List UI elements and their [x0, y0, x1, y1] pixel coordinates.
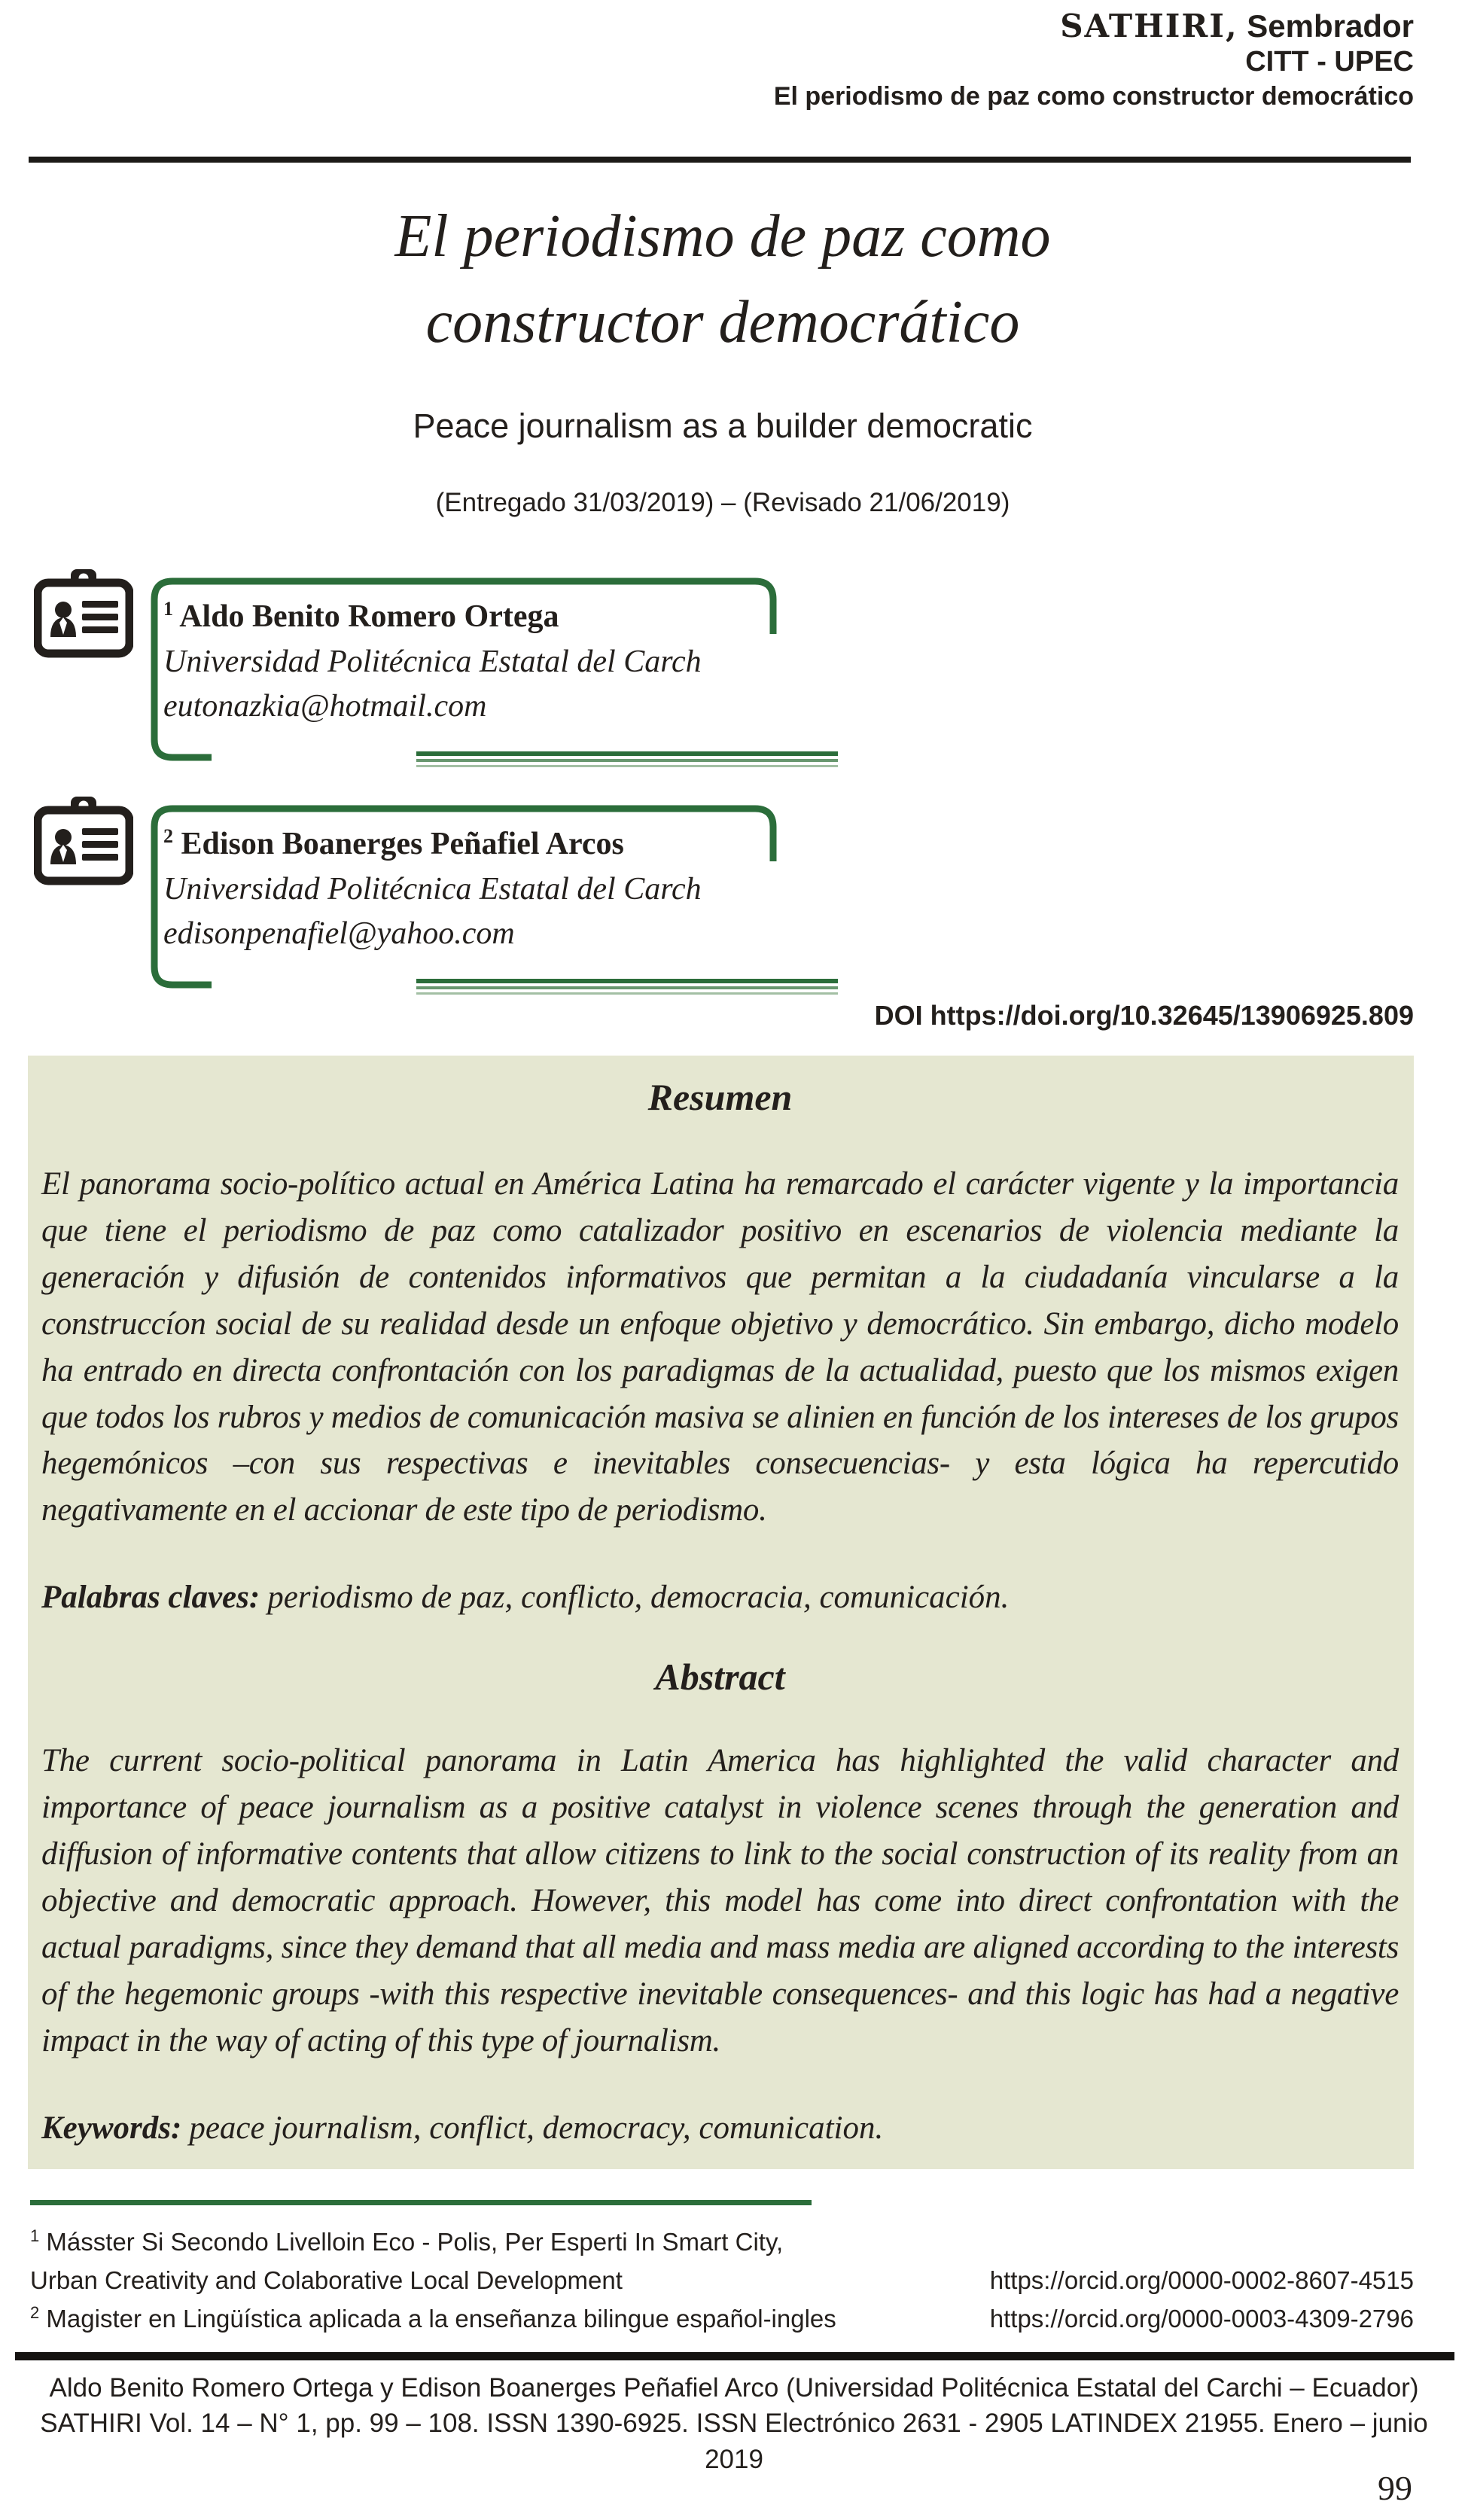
orcid-link-1[interactable]: https://orcid.org/0000-0002-8607-4515 [989, 2266, 1414, 2295]
author-2-email[interactable]: edisonpenafiel@yahoo.com [163, 916, 515, 952]
footnote-1-line2: Urban Creativity and Colaborative Local Development https://orcid.org/0000-0002-8607-4515 [30, 2261, 1414, 2299]
palabras-claves-label: Palabras claves: [41, 1580, 260, 1616]
author-1-superscript: 1 [163, 598, 173, 620]
article-title-english: Peace journalism as a builder democratic [413, 407, 1033, 445]
article-title [0, 194, 1445, 365]
footer-divider [15, 2352, 1454, 2360]
id-card-icon [34, 569, 133, 658]
header-divider [29, 157, 1411, 163]
decorative-line [416, 986, 838, 989]
author-2-affiliation: Universidad Politécnica Estatal del Carch [163, 871, 702, 907]
footnote-2-text: $^2$ Magister en Lingüística aplicada a la enseñanza bilingue español-ingles [30, 2303, 836, 2333]
author-2-superscript: 2 [163, 825, 173, 847]
decorative-line [416, 992, 838, 995]
keywords-line [41, 2110, 1399, 2147]
author-1-email[interactable]: eutonazkia@hotmail.com [163, 689, 487, 724]
decorative-line [416, 759, 838, 762]
footnote-1-line1: $^1$ Másster Si Secondo Livelloin Eco - Polis, Per Esperti In Smart City, [30, 2226, 784, 2256]
footnote-separator [30, 2200, 812, 2205]
journal-title [301, 8, 1414, 45]
journal-name: SATHIRI, [1060, 8, 1238, 44]
abstract-body: The current socio-political panorama in Latin America has highlighted the valid character and importance of peace journalism as a positive catalyst in violence scenes through the generation and diffusion of informative contents that allow citizens to link to the social construction of its reality from an objective and democratic approach. However, this model has come into direct confrontation with the actual paradigms, since they demand that all media and mass media are aligned according to the interests of the hegemonic groups -with this respective inevitable consequences- and this logic has had a negative impact in the way of acting of this type of journalism. [41, 1743, 1399, 2058]
keywords-text: peace journalism, conflict, democracy, comunication. [189, 2110, 884, 2146]
palabras-claves-line [41, 1579, 1399, 1616]
decorative-lines [416, 979, 838, 995]
running-title: El periodismo de paz como constructor democrático [773, 82, 1414, 111]
orcid-link-2[interactable]: https://orcid.org/0000-0003-4309-2796 [989, 2305, 1414, 2333]
institution-label: CITT - UPEC [1245, 45, 1414, 78]
id-card-icon [34, 797, 133, 885]
author-2-info [163, 822, 702, 957]
doi-link[interactable]: DOI https://doi.org/10.32645/13906925.809 [874, 1000, 1414, 1031]
footnotes [30, 2223, 1414, 2338]
decorative-line [416, 765, 838, 767]
submission-dates: (Entregado 31/03/2019) – (Revisado 21/06/2019) [435, 488, 1010, 517]
author-1-name: $^1$ Aldo Benito Romero Ortega [163, 598, 559, 634]
keywords-label: Keywords: [41, 2110, 182, 2146]
masthead [301, 8, 1414, 111]
journal-tagline: Sembrador [1238, 8, 1414, 44]
page-number: 99 [1378, 2469, 1412, 2507]
resumen-heading: Resumen [647, 1076, 793, 1118]
author-2-name: $^2$ Edison Boanerges Peñafiel Arcos [163, 825, 624, 861]
article-title-line1: El periodismo de paz como [394, 203, 1051, 270]
decorative-line [416, 751, 838, 756]
footer-citation: Aldo Benito Romero Ortega y Edison Boanerges Peñafiel Arco (Universidad Politécnica Estatal del Carchi – Ecuador) SATHIRI Vol. 14 – N° 1, pp. 99 – 108. ISSN 1390-6925. ISSN Electrónico 2631 - 2905 LATINDEX 21955. Enero – junio 2019 [40, 2373, 1428, 2474]
palabras-claves-text: periodismo de paz, conflicto, democracia, comunicación. [267, 1580, 1010, 1616]
decorative-line [416, 979, 838, 983]
author-1-affiliation: Universidad Politécnica Estatal del Carch [163, 644, 702, 679]
article-title-line2: constructor democrático [425, 288, 1020, 355]
abstract-panel [28, 1056, 1414, 2169]
author-card-1 [34, 563, 877, 782]
abstract-heading: Abstract [655, 1656, 785, 1699]
decorative-lines [416, 751, 838, 767]
footnote-2 [30, 2299, 1414, 2338]
resumen-body: El panorama socio-político actual en América Latina ha remarcado el carácter vigente y la importancia que tiene el periodismo de paz como catalizador positivo en escenarios de violencia mediante la generación y difusión de contenidos informativos que permitan a la ciudadanía vincularse a la construccíon social de su realidad desde un enfoque objetivo y democrático. Sin embargo, dicho modelo ha entrado en directa confrontación con los paradigmas de la actualidad, puesto que los mismos exigen que todos los rubros y medios de comunicación masiva se alinien en función de los intereses de los grupos hegemónicos –con sus respectivas e inevitables consecuencias- y esta lógica ha repercutido negativamente en el accionar de este tipo de periodismo. [41, 1166, 1399, 1528]
author-card-2 [34, 791, 877, 1009]
author-1-info [163, 595, 702, 730]
